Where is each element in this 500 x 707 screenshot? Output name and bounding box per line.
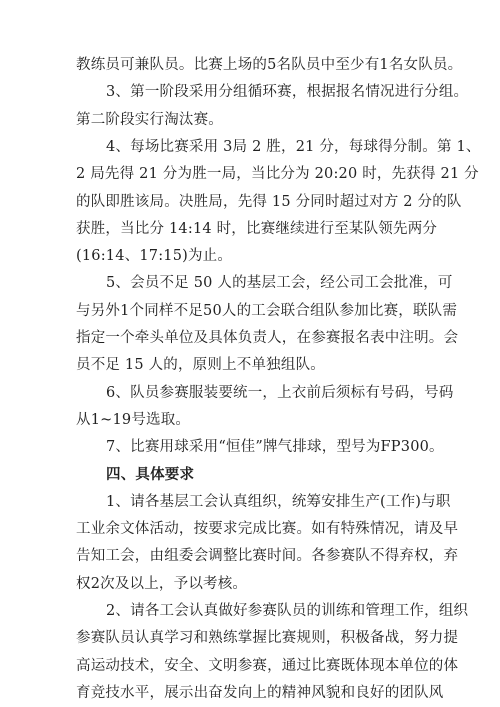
- paragraph-line: 参赛队员认真学习和熟练掌握比赛规则，积极备战，努力提: [76, 630, 459, 646]
- paragraph-line: 告知工会，由组委会调整比赛时间。各参赛队不得弃权，弃: [76, 548, 459, 564]
- paragraph-line: 员不足 15 人的，原则上不单独组队。: [76, 357, 325, 373]
- paragraph-line: 高运动技术，安全、文明参赛，通过比赛既体现本单位的体: [76, 658, 459, 674]
- paragraph-line: 获胜，当比分 14:14 时，比赛继续进行至某队领先两分: [76, 221, 438, 237]
- section-heading: 四、具体要求: [106, 466, 195, 483]
- paragraph-line: 1、请各基层工会认真组织，统筹安排生产(工作)与职: [106, 494, 451, 510]
- paragraph-line: 5、会员不足 50 人的基层工会，经公司工会批准，可: [106, 275, 453, 291]
- paragraph-line: 6、队员参赛服装要统一，上衣前后须标有号码，号码: [106, 385, 454, 401]
- paragraph-line: 从1~19号选取。: [76, 412, 191, 428]
- paragraph-line: 育竞技水平，展示出奋发向上的精神风貌和良好的团队风: [76, 685, 444, 701]
- paragraph-line: 指定一个牵头单位及具体负责人，在参赛报名表中注明。会: [76, 330, 459, 346]
- paragraph-line: 7、比赛用球采用“恒佳”牌气排球，型号为FP300。: [106, 439, 444, 455]
- paragraph-line: 2、请各工会认真做好参赛队员的训练和管理工作，组织: [106, 603, 469, 619]
- paragraph-line: 2 局先得 21 分为胜一局，当比分为 20:20 时，先获得 21 分: [76, 166, 479, 182]
- paragraph-line: (16:14、17:15)为止。: [76, 248, 233, 264]
- paragraph-line: 3、第一阶段采用分组循环赛，根据报名情况进行分组。: [106, 84, 469, 100]
- paragraph-line: 与另外1个同样不足50人的工会联合组队参加比赛，联队需: [76, 303, 458, 319]
- paragraph-line: 工业余文体活动，按要求完成比赛。如有特殊情况，请及早: [76, 521, 459, 537]
- paragraph-line: 4、每场比赛采用 3局 2 胜，21 分，每球得分制。第 1、: [106, 139, 481, 155]
- paragraph-line: 教练员可兼队员。比赛上场的5名队员中至少有1名女队员。: [76, 57, 463, 73]
- paragraph-line: 的队即胜该局。决胜局，先得 15 分同时超过对方 2 分的队: [76, 194, 462, 210]
- paragraph-line: 权2次及以上，予以考核。: [76, 576, 248, 592]
- paragraph-line: 第二阶段实行淘汰赛。: [76, 112, 223, 128]
